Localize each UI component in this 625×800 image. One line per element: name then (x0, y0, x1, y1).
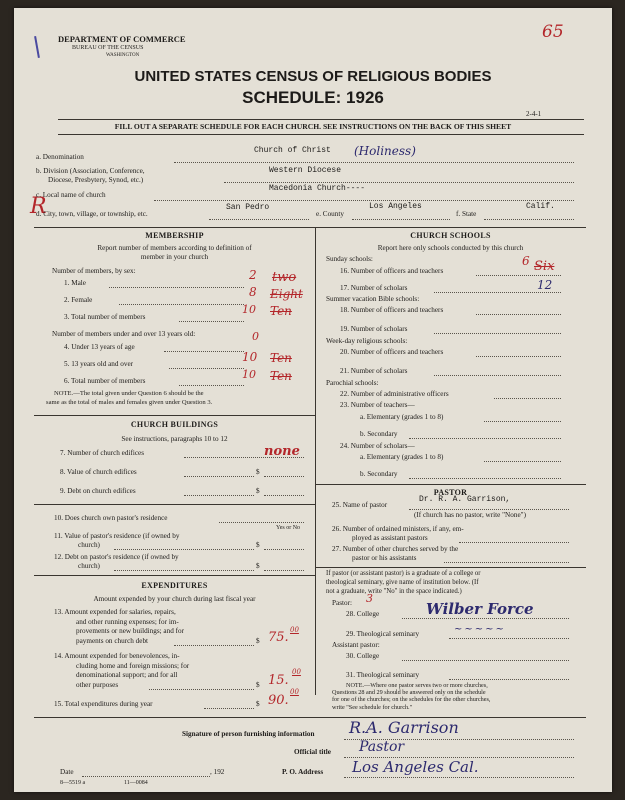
signature-value: R.A. Garrison (349, 718, 459, 737)
q11-label-1: 11. Value of pastor's residence (if owned by (54, 532, 180, 540)
assistant-sublabel: Assistant pastor: (332, 641, 380, 649)
q12-dollar: $ (256, 562, 260, 570)
yes-no-hint: Yes or No (276, 525, 301, 531)
q16-word: Six (534, 259, 555, 274)
membership-note-2: same as the total of males and females given under Question 3. (46, 399, 213, 406)
expenditures-sub: Amount expended by your church during last fiscal year (93, 595, 256, 603)
q15-label: 15. Total expenditures during year (54, 700, 153, 708)
q24-label: 24. Number of scholars— (340, 442, 415, 450)
q29-value: ~~~~~ (454, 624, 506, 635)
grad-line-2: theological seminary, give name of institution below. (If (326, 579, 479, 586)
q6-number: 10 (242, 368, 256, 381)
q27-label-2: pastor or his assistants (352, 554, 417, 562)
denomination-handwritten: (Holiness) (354, 144, 416, 158)
q20-label: 20. Number of officers and teachers (340, 348, 444, 356)
q14-label: 14. Amount expended for benevolences, in- cluding home and foreign missions; for denominational support; and for all other purposes (54, 652, 190, 689)
schedule-title: SCHEDULE: 1926 (242, 88, 384, 107)
membership-intro-1: Report number of members according to definition of (97, 244, 252, 252)
q27-label-1: 27. Number of other churches served by the (332, 545, 459, 553)
instruction-line: FILL OUT A SEPARATE SCHEDULE FOR EACH CHURCH. SEE INSTRUCTIONS ON THE BACK OF THIS SHEET (114, 122, 512, 131)
membership-title: MEMBERSHIP (145, 231, 204, 240)
q3-label: 3. Total number of members (64, 313, 146, 321)
grad-line-3: not a graduate, write "No" in the space indicated.) (326, 588, 462, 595)
q17-number: 12 (537, 278, 553, 292)
q25-label: 25. Name of pastor (332, 501, 388, 509)
q23b-label: b. Secondary (360, 430, 398, 438)
q24b-label: b. Secondary (360, 470, 398, 478)
q2-label: 2. Female (64, 296, 93, 304)
q21-label: 21. Number of scholars (340, 367, 408, 375)
pastor-title: PASTOR (433, 488, 468, 497)
q26-label-2: ployed as assistant pastors (352, 534, 428, 542)
date-year: , 192 (210, 768, 225, 776)
pastor-note: NOTE.—Where one pastor serves two or more churches, Questions 28 and 29 should be answered only on the schedule for one of the churches; on the schedules for the other churches, write "See schedule for church." (332, 682, 491, 711)
q6-word: Ten (270, 369, 292, 383)
q28-value: Wilber Force (426, 600, 534, 618)
q14-cents: 00 (292, 668, 301, 676)
q22-label: 22. Number of administrative officers (340, 390, 449, 398)
q15-dollar: $ (256, 700, 260, 708)
official-title-value: Pastor (359, 739, 405, 755)
address-label: P. O. Address (282, 768, 324, 776)
corner-number: 65 (542, 22, 564, 42)
q31-label: 31. Theological seminary (346, 671, 420, 679)
county-label: e. County (316, 210, 344, 218)
q1-label: 1. Male (64, 279, 86, 287)
q2-word: Eight (270, 287, 303, 301)
by-sex-label: Number of members, by sex: (52, 267, 136, 275)
q13-value: 75. (268, 630, 289, 645)
q14-dollar: $ (256, 681, 260, 689)
schools-intro: Report here only schools conducted by this church (377, 244, 524, 252)
date-label: Date (60, 768, 74, 776)
pencil-mark (34, 36, 40, 58)
local-name-value: Macedonia Church---- (269, 184, 366, 193)
margin-mark: R (30, 194, 47, 219)
weekday-label: Week-day religious schools: (326, 337, 408, 345)
buildings-sub: See instructions, paragraphs 10 to 12 (121, 435, 228, 443)
q5-label: 5. 13 years old and over (64, 360, 134, 368)
q8-dollar: $ (256, 468, 260, 476)
census-schedule-page (14, 8, 612, 792)
q14-value: 15. (268, 673, 289, 688)
q29-label: 29. Theological seminary (346, 630, 420, 638)
city-label: d. City, town, village, or township, etc. (36, 210, 148, 218)
page-title: UNITED STATES CENSUS OF RELIGIOUS BODIES (134, 68, 492, 85)
q11-dollar: $ (256, 541, 260, 549)
q1-word: two (272, 270, 297, 285)
local-name-label: c. Local name of church (36, 191, 106, 199)
city-value: San Pedro (226, 203, 270, 212)
buildings-title: CHURCH BUILDINGS (130, 420, 219, 429)
q9-label: 9. Debt on church edifices (60, 487, 136, 495)
parochial-label: Parochial schools: (326, 379, 379, 387)
q9-dollar: $ (256, 487, 260, 495)
state-value: Calif. (526, 202, 555, 211)
summer-label: Summer vacation Bible schools: (326, 295, 420, 303)
q17-label: 17. Number of scholars (340, 284, 408, 292)
schools-title: CHURCH SCHOOLS (410, 231, 491, 240)
q16-label: 16. Number of officers and teachers (340, 267, 444, 275)
q5-number: 10 (242, 350, 258, 364)
under-over-label: Number of members under and over 13 years old: (52, 330, 196, 338)
division-value: Western Diocese (269, 166, 342, 175)
q8-label: 8. Value of church edifices (60, 468, 137, 476)
q5-word: Ten (270, 351, 292, 365)
grad-line-1: If pastor (or assistant pastor) is a graduate of a college or (326, 570, 481, 577)
q12-label-2: church) (78, 562, 100, 570)
city-name: WASHINGTON (106, 53, 140, 58)
q18-label: 18. Number of officers and teachers (340, 306, 444, 314)
q25-value: Dr. R. A. Garrison, (419, 495, 511, 504)
q15-cents: 00 (290, 688, 299, 696)
expenditures-title: EXPENDITURES (141, 581, 208, 590)
official-title-label: Official title (294, 748, 331, 756)
state-label: f. State (456, 210, 477, 218)
form-number: 8—5519 a (60, 780, 86, 786)
q4-label: 4. Under 13 years of age (64, 343, 135, 351)
q3-number: 10 (242, 303, 256, 316)
q1-number: 2 (249, 268, 257, 282)
q28-label: 28. College (346, 610, 380, 618)
q26-label-1: 26. Number of ordained ministers, if any, em- (332, 525, 464, 533)
pastor-sublabel: Pastor: (332, 599, 352, 607)
q24a-label: a. Elementary (grades 1 to 8) (360, 453, 444, 461)
q12-label-1: 12. Debt on pastor's residence (if owned by (54, 553, 179, 561)
address-value: Los Angeles Cal. (352, 758, 479, 776)
dept-name: DEPARTMENT OF COMMERCE (58, 34, 186, 44)
q4-number: 0 (252, 330, 259, 343)
sunday-label: Sunday schools: (326, 255, 373, 263)
print-number: 11—0084 (124, 780, 148, 786)
denomination-value: Church of Christ (254, 146, 331, 155)
county-value: Los Angeles (369, 202, 422, 211)
membership-intro-2: member in your church (140, 253, 209, 261)
q13-dollar: $ (256, 637, 260, 645)
division-label-1: b. Division (Association, Conference, (36, 167, 145, 175)
q2-number: 8 (249, 285, 257, 299)
membership-note-1: NOTE.—The total given under Question 6 should be the (54, 390, 204, 397)
signature-label: Signature of person furnishing information (182, 730, 315, 738)
q13-cents: 00 (290, 626, 299, 634)
q10-label: 10. Does church own pastor's residence (54, 514, 168, 522)
q13-label: 13. Amount expended for salaries, repairs, and other running expenses; for im- provements or new buildings; and for payments on church debt (54, 608, 184, 645)
q16-number: 6 (522, 254, 530, 268)
division-label-2: Diocese, Presbytery, Synod, etc.) (48, 176, 144, 184)
schedule-code: 2-4-1 (526, 110, 542, 118)
q30-label: 30. College (346, 652, 380, 660)
q19-label: 19. Number of scholars (340, 325, 408, 333)
q7-value: none (264, 444, 300, 459)
q6-label: 6. Total number of members (64, 377, 146, 385)
q3-word: Ten (270, 304, 292, 318)
q11-label-2: church) (78, 541, 100, 549)
denomination-label: a. Denomination (36, 153, 84, 161)
pastor-mark: 3 (366, 592, 373, 605)
q25-note: (If church has no pastor, write "None") (414, 511, 526, 519)
bureau-name: BUREAU OF THE CENSUS (72, 45, 144, 51)
q23-label: 23. Number of teachers— (340, 401, 415, 409)
q15-value: 90. (268, 693, 289, 708)
q7-label: 7. Number of church edifices (60, 449, 145, 457)
q23a-label: a. Elementary (grades 1 to 8) (360, 413, 444, 421)
